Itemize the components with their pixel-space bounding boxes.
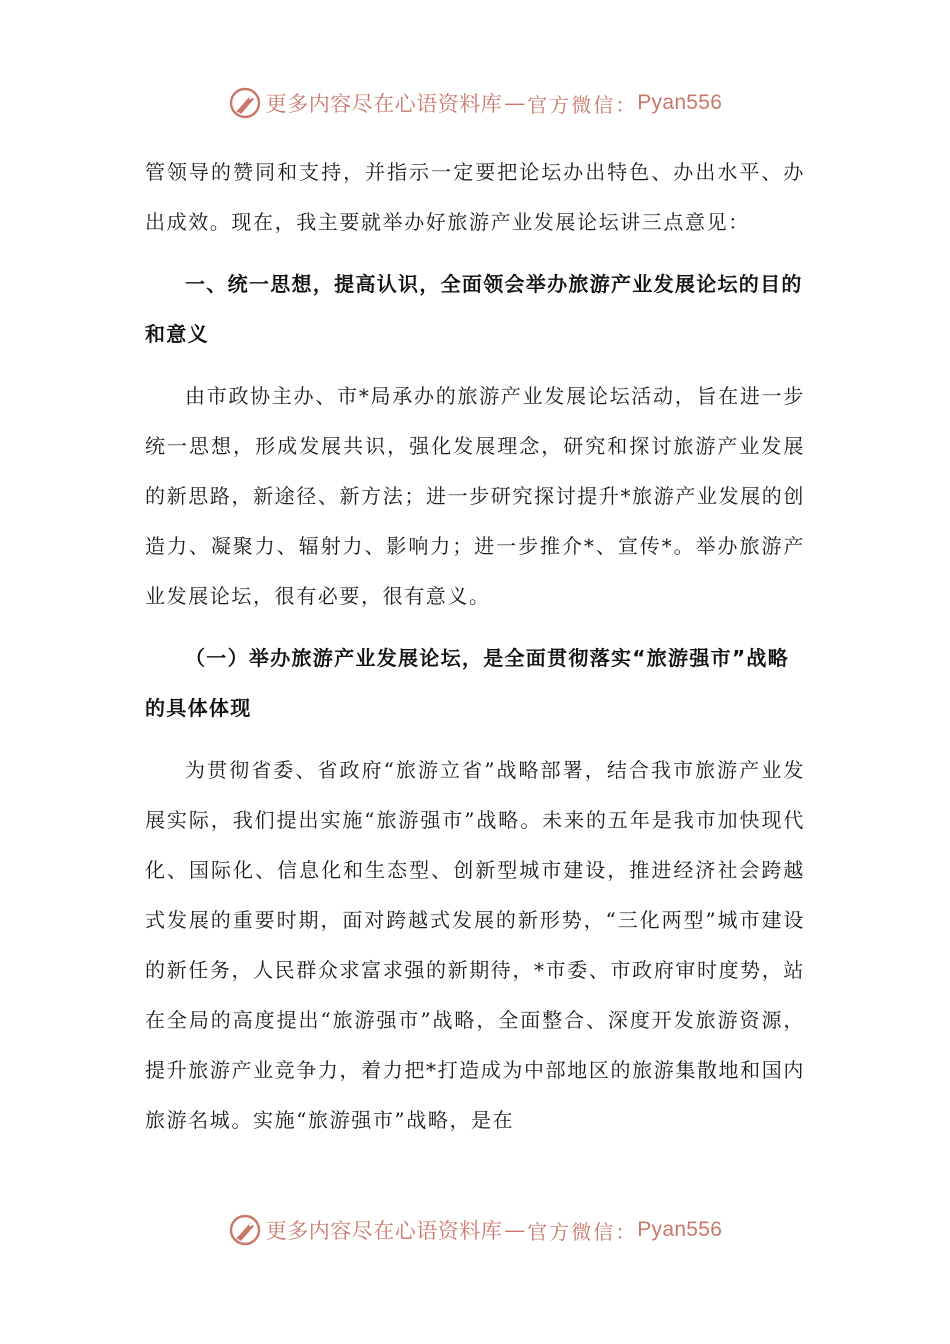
banner-dash: —	[504, 1218, 526, 1242]
wechat-id: Pyan556	[637, 1218, 723, 1241]
pen-nib-logo-icon	[228, 1213, 262, 1247]
footer-watermark-banner	[0, 1210, 950, 1250]
subsection-heading-1-1: （一）举办旅游产业发展论坛，是全面贯彻落实“旅游强市”战略的具体体现	[145, 646, 789, 720]
paragraph-2: 为贯彻省委、省政府“旅游立省”战略部署，结合我市旅游产业发展实际，我们提出实施“旅游强市”战略。未来的五年是我市加快现代化、国际化、信息化和生态型、创新型城市建设，推进经济社会跨越式发展的重要时期，面对跨越式发展的新形势，“三化两型”城市建设的新任务，人民群众求富求强的新期待，*市委、市政府审时度势，站在全局的高度提出“旅游强市”战略，全面整合、深度开发旅游资源，提升旅游产业竞争力，着力把*打造成为中部地区的旅游集散地和国内旅游名城。实施“旅游强市”战略，是在	[145, 758, 805, 1132]
pen-nib-logo-icon	[228, 86, 262, 120]
wechat-id: Pyan556	[637, 91, 723, 114]
wechat-label: 官方微信：	[527, 92, 638, 117]
section-heading-1: 一、统一思想，提高认识，全面领会举办旅游产业发展论坛的目的和意义	[145, 272, 803, 346]
wechat-label: 官方微信：	[527, 1219, 638, 1244]
document-body	[145, 147, 805, 1145]
header-watermark-banner	[0, 83, 950, 123]
intro-paragraph: 管领导的赞同和支持，并指示一定要把论坛办出特色、办出水平、办出成效。现在，我主要就举办好旅游产业发展论坛讲三点意见：	[145, 160, 805, 234]
brand-text: 更多内容尽在心语资料库	[265, 92, 503, 116]
brand-text: 更多内容尽在心语资料库	[265, 1219, 503, 1243]
banner-dash: —	[504, 91, 526, 115]
paragraph-1: 由市政协主办、市*局承办的旅游产业发展论坛活动，旨在进一步统一思想，形成发展共识，强化发展理念，研究和探讨旅游产业发展的新思路，新途径、新方法；进一步研究探讨提升*旅游产业发展的创造力、凝聚力、辐射力、影响力；进一步推介*、宣传*。举办旅游产业发展论坛，很有必要，很有意义。	[145, 384, 805, 608]
